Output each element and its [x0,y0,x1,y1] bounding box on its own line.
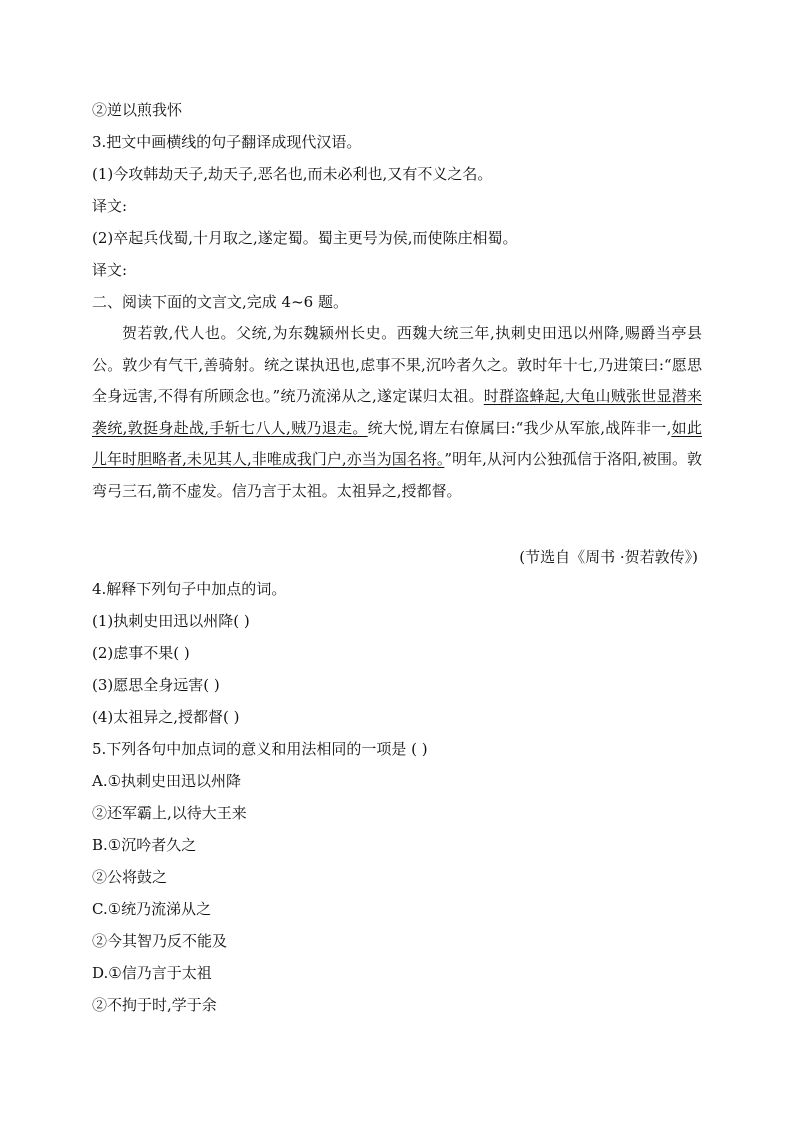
translation-label: 译文: [92,261,128,279]
question-3-2: (2)卒起兵伐蜀,十月取之,遂定蜀。蜀主更号为侯,而使陈庄相蜀。 [92,229,518,247]
underlined-sentence-2: 如此儿年时胆略者,未见其人,非唯成我门户,亦当为国名将。 [92,418,702,468]
option-b-1: B.①沉吟者久之 [92,836,197,854]
underlined-sentence-1: 时群盗蜂起,大龟山贼张世显潜来袭统,敦挺身赴战,手斩七八人,贼乃退走。 [92,387,702,437]
section-heading: 二、阅读下面的文言文,完成 4~6 题。 [92,293,348,311]
question-5: 5.下列各句中加点词的意义和用法相同的一项是 ( ) [92,740,428,758]
passage-text: 贺若敦,代人也。父统,为东魏颍州长史。西魏大统三年,执刺史田迅以州降,赐爵当亭县公。敦少有气干,善骑射。统之谋执迅也,虑事不果,沉吟者久之。敦时年十七,乃进策曰:“愿思全身远害,不得有所顾念也。”统乃流涕从之,遂定谋归太祖。 [92,324,702,405]
question-3: 3.把文中画横线的句子翻译成现代汉语。 [92,133,362,151]
option-c-2: ②今其智乃反不能及 [92,932,228,950]
question-4-4: (4)太祖异之,授都督( ) [92,708,240,726]
question-4: 4.解释下列句子中加点的词。 [92,580,287,598]
passage-text: ”明年,从河内公独孤信于洛阳,被围。敦弯弓三石,箭不虚发。信乃言于太祖。太祖异之,授都督。 [92,450,702,500]
question-3-1: (1)今攻韩劫天子,劫天子,恶名也,而未必利也,又有不义之名。 [92,165,493,183]
text-line: ②逆以煎我怀 [92,101,183,119]
option-b-2: ②公将鼓之 [92,868,168,886]
question-4-1: (1)执刺史田迅以州降( ) [92,612,250,630]
translation-label: 译文: [92,197,128,215]
question-4-3: (3)愿思全身远害( ) [92,676,220,694]
option-d-2: ②不拘于时,学于余 [92,996,217,1014]
option-c-1: C.①统乃流涕从之 [92,900,212,918]
option-a-2: ②还军霸上,以待大王来 [92,804,247,822]
passage-text: 统大悦,谓左右僚属曰:“我少从军旅,战阵非一, [367,418,672,437]
classical-passage [92,318,702,507]
question-4-2: (2)虑事不果( ) [92,644,190,662]
source-citation: (节选自《周书 ·贺若敦传》) [519,548,698,566]
option-a-1: A.①执刺史田迅以州降 [92,772,242,790]
option-d-1: D.①信乃言于太祖 [92,964,212,982]
